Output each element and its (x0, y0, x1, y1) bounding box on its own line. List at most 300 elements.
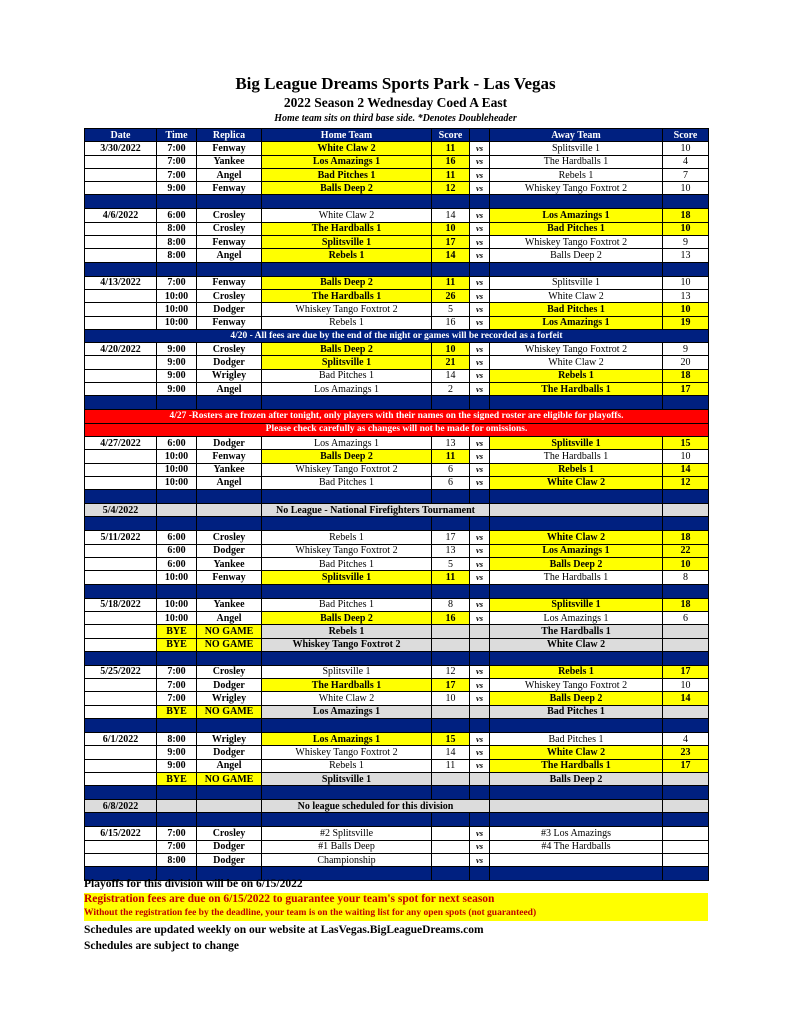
empty-cell (663, 504, 709, 517)
away-score: 17 (663, 383, 709, 396)
col-away-score: Score (663, 129, 709, 142)
home-score: 14 (432, 209, 470, 222)
home-score: 11 (432, 759, 470, 772)
home-score: 13 (432, 544, 470, 557)
game-row (85, 827, 709, 840)
away-score: 18 (663, 209, 709, 222)
separator-cell (197, 718, 262, 732)
home-team: Los Amazings 1 (262, 705, 432, 718)
game-field: Crosley (197, 531, 262, 544)
fees-note (85, 329, 709, 342)
away-team: Splitsville 1 (490, 598, 663, 611)
home-team: The Hardballs 1 (262, 289, 432, 302)
away-team: Rebels 1 (490, 665, 663, 678)
no-league-text: No league scheduled for this division (262, 800, 490, 813)
separator-cell (470, 517, 490, 531)
home-team: Los Amazings 1 (262, 436, 432, 449)
away-score: 17 (663, 665, 709, 678)
away-team: Rebels 1 (490, 369, 663, 382)
vs-label: vs (470, 692, 490, 705)
game-row (85, 638, 709, 651)
separator-cell (663, 584, 709, 598)
game-row (85, 759, 709, 772)
vs-label (470, 705, 490, 718)
home-score (432, 625, 470, 638)
game-date (85, 679, 157, 692)
away-team: White Claw 2 (490, 289, 663, 302)
game-date (85, 222, 157, 235)
vs-label: vs (470, 571, 490, 584)
home-team: Splitsville 1 (262, 571, 432, 584)
away-team: Splitsville 1 (490, 436, 663, 449)
game-field: Fenway (197, 142, 262, 155)
game-row (85, 531, 709, 544)
vs-label: vs (470, 732, 490, 745)
game-field: Crosley (197, 209, 262, 222)
home-team: Balls Deep 2 (262, 450, 432, 463)
home-score: 11 (432, 168, 470, 181)
away-score: 10 (663, 679, 709, 692)
game-date: 6/8/2022 (85, 800, 157, 813)
game-field: Dodger (197, 840, 262, 853)
separator-cell (470, 262, 490, 276)
game-row (85, 168, 709, 181)
roster-note-text: 4/27 -Rosters are frozen after tonight, only players with their names on the signed roster are eligible for playoffs. (85, 410, 709, 423)
game-date: 6/1/2022 (85, 732, 157, 745)
home-team: Splitsville 1 (262, 356, 432, 369)
home-score: 2 (432, 383, 470, 396)
game-time: 10:00 (157, 571, 197, 584)
empty-cell (157, 504, 197, 517)
home-score (432, 772, 470, 785)
away-score: 6 (663, 611, 709, 624)
separator-cell (663, 517, 709, 531)
game-time: 7:00 (157, 679, 197, 692)
home-score: 26 (432, 289, 470, 302)
game-row (85, 571, 709, 584)
game-time: BYE (157, 625, 197, 638)
away-score: 19 (663, 316, 709, 329)
away-score: 8 (663, 571, 709, 584)
vs-label: vs (470, 276, 490, 289)
away-score: 10 (663, 182, 709, 195)
home-team: White Claw 2 (262, 142, 432, 155)
separator-cell (432, 517, 470, 531)
roster-note (85, 410, 709, 423)
away-team: Whiskey Tango Foxtrot 2 (490, 182, 663, 195)
separator-cell (490, 396, 663, 410)
separator-cell (432, 584, 470, 598)
away-score (663, 840, 709, 853)
away-team: Los Amazings 1 (490, 316, 663, 329)
game-field: Fenway (197, 182, 262, 195)
game-date (85, 356, 157, 369)
vs-label: vs (470, 383, 490, 396)
roster-note-2 (85, 423, 709, 436)
game-time: BYE (157, 638, 197, 651)
vs-label: vs (470, 827, 490, 840)
home-team: Rebels 1 (262, 759, 432, 772)
game-date (85, 692, 157, 705)
separator-cell (197, 490, 262, 504)
home-score: 10 (432, 222, 470, 235)
page-title: Big League Dreams Sports Park - Las Vegas (235, 74, 556, 93)
game-row (85, 544, 709, 557)
game-row (85, 249, 709, 262)
separator-cell (432, 396, 470, 410)
separator-cell (85, 262, 157, 276)
game-date (85, 168, 157, 181)
home-team: Los Amazings 1 (262, 155, 432, 168)
vs-label: vs (470, 665, 490, 678)
separator-cell (262, 813, 432, 827)
separator-cell (197, 786, 262, 800)
game-field: NO GAME (197, 772, 262, 785)
home-score: 11 (432, 142, 470, 155)
game-field: Crosley (197, 827, 262, 840)
game-date (85, 705, 157, 718)
game-date (85, 450, 157, 463)
game-date (85, 840, 157, 853)
week-separator (85, 786, 709, 800)
vs-label: vs (470, 759, 490, 772)
separator-cell (157, 517, 197, 531)
week-separator (85, 490, 709, 504)
game-time: 9:00 (157, 182, 197, 195)
game-field: NO GAME (197, 638, 262, 651)
game-time: 10:00 (157, 463, 197, 476)
separator-cell (663, 262, 709, 276)
empty-cell (197, 800, 262, 813)
home-team: Whiskey Tango Foxtrot 2 (262, 638, 432, 651)
game-row (85, 558, 709, 571)
away-team: Bad Pitches 1 (490, 222, 663, 235)
separator-cell (85, 396, 157, 410)
col-time: Time (157, 129, 197, 142)
game-time: 8:00 (157, 222, 197, 235)
game-date: 5/4/2022 (85, 504, 157, 517)
game-field: Crosley (197, 343, 262, 356)
game-row (85, 343, 709, 356)
separator-cell (157, 584, 197, 598)
home-team: Balls Deep 2 (262, 182, 432, 195)
separator-cell (85, 517, 157, 531)
column-header-row (85, 129, 709, 142)
game-row (85, 854, 709, 867)
home-score (432, 840, 470, 853)
home-team: The Hardballs 1 (262, 679, 432, 692)
game-time: 7:00 (157, 168, 197, 181)
home-team: Rebels 1 (262, 316, 432, 329)
home-team: Whiskey Tango Foxtrot 2 (262, 303, 432, 316)
game-row (85, 665, 709, 678)
vs-label (470, 772, 490, 785)
away-team: Balls Deep 2 (490, 772, 663, 785)
vs-label: vs (470, 463, 490, 476)
separator-cell (85, 584, 157, 598)
game-row (85, 383, 709, 396)
separator-cell (490, 651, 663, 665)
col-away-team: Away Team (490, 129, 663, 142)
away-score: 10 (663, 558, 709, 571)
game-date (85, 611, 157, 624)
game-field: Yankee (197, 463, 262, 476)
game-time: 10:00 (157, 450, 197, 463)
home-score: 15 (432, 732, 470, 745)
game-field: Yankee (197, 598, 262, 611)
week-separator (85, 718, 709, 732)
vs-label: vs (470, 155, 490, 168)
home-score: 14 (432, 746, 470, 759)
home-score: 13 (432, 436, 470, 449)
vs-label: vs (470, 854, 490, 867)
home-team: #2 Splitsville (262, 827, 432, 840)
col-date: Date (85, 129, 157, 142)
game-row (85, 369, 709, 382)
game-row (85, 276, 709, 289)
home-team: Bad Pitches 1 (262, 369, 432, 382)
home-score: 10 (432, 343, 470, 356)
game-field: Angel (197, 476, 262, 489)
game-date (85, 236, 157, 249)
separator-cell (85, 813, 157, 827)
game-row (85, 236, 709, 249)
vs-label: vs (470, 476, 490, 489)
separator-cell (197, 651, 262, 665)
game-field: Angel (197, 249, 262, 262)
away-team: The Hardballs 1 (490, 450, 663, 463)
vs-label: vs (470, 746, 490, 759)
away-team: Balls Deep 2 (490, 692, 663, 705)
away-score: 14 (663, 463, 709, 476)
away-score: 10 (663, 142, 709, 155)
week-separator (85, 396, 709, 410)
separator-cell (432, 813, 470, 827)
separator-cell (663, 786, 709, 800)
away-score: 18 (663, 531, 709, 544)
separator-cell (663, 651, 709, 665)
separator-cell (85, 651, 157, 665)
vs-label: vs (470, 598, 490, 611)
vs-label: vs (470, 289, 490, 302)
game-date (85, 854, 157, 867)
separator-cell (432, 718, 470, 732)
home-team: Whiskey Tango Foxtrot 2 (262, 544, 432, 557)
game-row (85, 450, 709, 463)
game-field: Yankee (197, 155, 262, 168)
game-time: 7:00 (157, 692, 197, 705)
game-field: Wrigley (197, 732, 262, 745)
week-separator (85, 517, 709, 531)
away-score (663, 625, 709, 638)
separator-cell (157, 195, 197, 209)
subject-to-change-note: Schedules are subject to change (84, 940, 240, 952)
home-team: Splitsville 1 (262, 665, 432, 678)
separator-cell (157, 262, 197, 276)
game-time: 7:00 (157, 155, 197, 168)
game-time: 9:00 (157, 343, 197, 356)
game-date: 5/11/2022 (85, 531, 157, 544)
col-vs (470, 129, 490, 142)
away-team (490, 854, 663, 867)
away-score: 20 (663, 356, 709, 369)
separator-cell (470, 786, 490, 800)
vs-label: vs (470, 316, 490, 329)
separator-cell (470, 718, 490, 732)
game-date: 4/13/2022 (85, 276, 157, 289)
away-score: 22 (663, 544, 709, 557)
game-field: Dodger (197, 854, 262, 867)
home-team: Rebels 1 (262, 531, 432, 544)
separator-cell (470, 396, 490, 410)
away-team: The Hardballs 1 (490, 759, 663, 772)
separator-cell (85, 490, 157, 504)
away-score: 18 (663, 598, 709, 611)
separator-cell (470, 490, 490, 504)
home-score (432, 705, 470, 718)
home-score: 17 (432, 679, 470, 692)
game-row (85, 316, 709, 329)
vs-label: vs (470, 236, 490, 249)
game-row (85, 772, 709, 785)
game-field: NO GAME (197, 705, 262, 718)
game-date (85, 638, 157, 651)
game-date (85, 289, 157, 302)
separator-cell (663, 195, 709, 209)
away-score: 9 (663, 236, 709, 249)
separator-cell (157, 396, 197, 410)
away-team: Bad Pitches 1 (490, 303, 663, 316)
game-date (85, 476, 157, 489)
separator-cell (432, 786, 470, 800)
home-team: Balls Deep 2 (262, 343, 432, 356)
no-league-text: No League - National Firefighters Tournament (262, 504, 490, 517)
game-time: 8:00 (157, 732, 197, 745)
game-time: 10:00 (157, 303, 197, 316)
separator-cell (432, 490, 470, 504)
waiting-list-note: Without the registration fee by the deadline, your team is on the waiting list for any open spots (not guaranteed) (84, 908, 708, 921)
game-row (85, 142, 709, 155)
game-field: Dodger (197, 544, 262, 557)
home-team: Los Amazings 1 (262, 732, 432, 745)
separator-cell (157, 718, 197, 732)
away-team: White Claw 2 (490, 531, 663, 544)
vs-label: vs (470, 182, 490, 195)
game-time: 6:00 (157, 558, 197, 571)
game-field: Fenway (197, 571, 262, 584)
game-date (85, 463, 157, 476)
game-time: 6:00 (157, 544, 197, 557)
away-team: Bad Pitches 1 (490, 732, 663, 745)
game-row (85, 598, 709, 611)
game-row (85, 209, 709, 222)
home-score (432, 638, 470, 651)
separator-cell (85, 195, 157, 209)
away-team: Rebels 1 (490, 463, 663, 476)
game-field: Dodger (197, 679, 262, 692)
home-team: White Claw 2 (262, 209, 432, 222)
separator-cell (262, 396, 432, 410)
game-time: 10:00 (157, 316, 197, 329)
home-score: 14 (432, 249, 470, 262)
header-note: Home team sits on third base side. *Denotes Doubleheader (274, 113, 517, 124)
game-date (85, 772, 157, 785)
separator-cell (157, 651, 197, 665)
empty-cell (663, 800, 709, 813)
separator-cell (490, 584, 663, 598)
game-row (85, 182, 709, 195)
game-field: Angel (197, 759, 262, 772)
game-row (85, 692, 709, 705)
away-score: 4 (663, 732, 709, 745)
away-team: Balls Deep 2 (490, 558, 663, 571)
separator-cell (470, 584, 490, 598)
away-score (663, 772, 709, 785)
away-team: White Claw 2 (490, 356, 663, 369)
game-time: 7:00 (157, 276, 197, 289)
away-team: The Hardballs 1 (490, 571, 663, 584)
home-team: Rebels 1 (262, 625, 432, 638)
away-team: #4 The Hardballs (490, 840, 663, 853)
separator-cell (470, 195, 490, 209)
home-score: 6 (432, 476, 470, 489)
game-field: Angel (197, 383, 262, 396)
vs-label: vs (470, 531, 490, 544)
game-field: Dodger (197, 436, 262, 449)
game-date: 6/15/2022 (85, 827, 157, 840)
game-row (85, 732, 709, 745)
empty-cell (490, 504, 663, 517)
separator-cell (663, 490, 709, 504)
home-score: 5 (432, 303, 470, 316)
away-score: 23 (663, 746, 709, 759)
game-time: 6:00 (157, 209, 197, 222)
home-score: 17 (432, 236, 470, 249)
separator-cell (197, 517, 262, 531)
empty-cell (490, 800, 663, 813)
vs-label: vs (470, 222, 490, 235)
game-time: 6:00 (157, 531, 197, 544)
vs-label: vs (470, 356, 490, 369)
away-team: Los Amazings 1 (490, 544, 663, 557)
game-row (85, 436, 709, 449)
away-team: Splitsville 1 (490, 142, 663, 155)
game-field: Wrigley (197, 369, 262, 382)
registration-note: Registration fees are due on 6/15/2022 to guarantee your team's spot for next season (84, 893, 708, 908)
game-time: 9:00 (157, 383, 197, 396)
separator-cell (262, 718, 432, 732)
away-team: The Hardballs 1 (490, 155, 663, 168)
vs-label: vs (470, 611, 490, 624)
away-score (663, 705, 709, 718)
away-score (663, 638, 709, 651)
game-date (85, 182, 157, 195)
game-field: Dodger (197, 746, 262, 759)
away-team: Whiskey Tango Foxtrot 2 (490, 679, 663, 692)
separator-cell (490, 813, 663, 827)
vs-label: vs (470, 436, 490, 449)
game-row (85, 222, 709, 235)
separator-cell (157, 490, 197, 504)
separator-cell (663, 813, 709, 827)
week-separator (85, 651, 709, 665)
game-date (85, 759, 157, 772)
game-date (85, 316, 157, 329)
away-team: Los Amazings 1 (490, 611, 663, 624)
separator-cell (490, 786, 663, 800)
game-field: Crosley (197, 665, 262, 678)
game-field: Angel (197, 611, 262, 624)
